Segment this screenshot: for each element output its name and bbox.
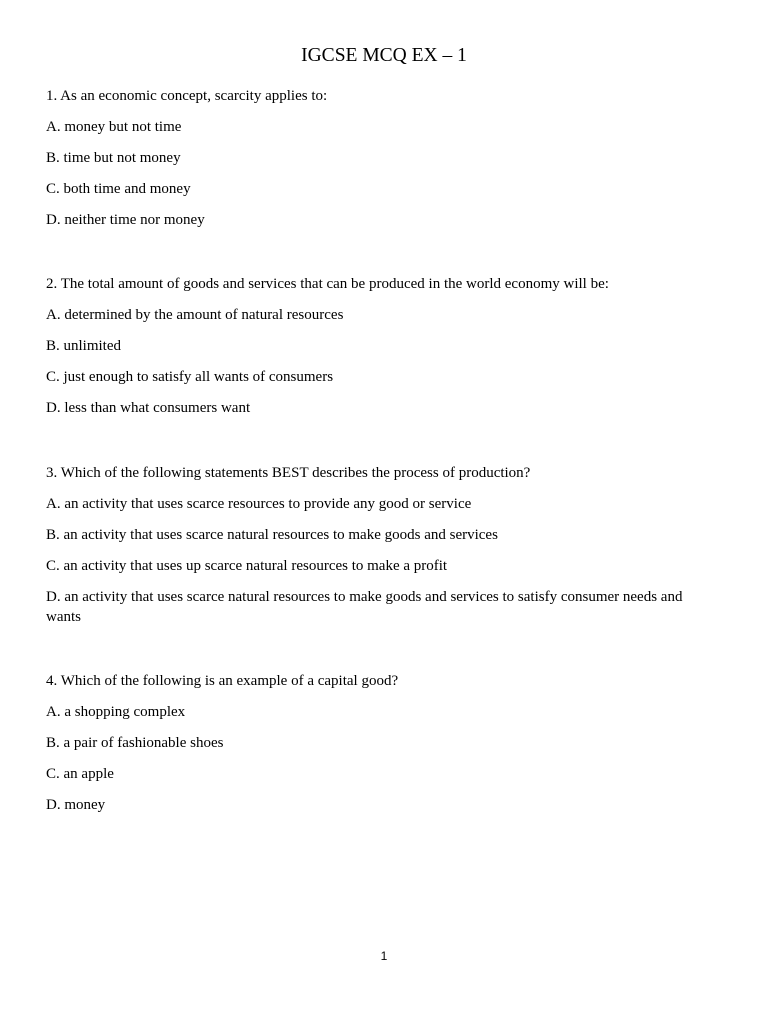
- page-number: 1: [380, 949, 388, 963]
- question-1-option-b: B. time but not money: [46, 150, 181, 166]
- question-2-option-d: D. less than what consumers want: [46, 400, 251, 416]
- question-3-option-c: C. an activity that uses up scarce natural resources to make a profit: [46, 558, 448, 574]
- question-1-option-d: D. neither time nor money: [46, 212, 205, 228]
- question-4-option-d: D. money: [46, 797, 106, 813]
- question-1-option-c: C. both time and money: [46, 181, 191, 197]
- question-2-option-a: A. determined by the amount of natural resources: [46, 307, 344, 323]
- question-3-option-a: A. an activity that uses scarce resources to provide any good or service: [46, 496, 472, 512]
- question-3-option-d: D. an activity that uses scarce natural resources to make goods and services to satisfy consumer needs and wants: [46, 589, 683, 625]
- question-4-option-c: C. an apple: [46, 766, 114, 782]
- page-title: IGCSE MCQ EX – 1: [301, 45, 467, 66]
- question-2: [46, 274, 716, 418]
- question-1-option-a: A. money but not time: [46, 119, 182, 135]
- question-4-option-a: A. a shopping complex: [46, 704, 186, 720]
- question-3-text: 3. Which of the following statements BEST describes the process of production?: [46, 465, 531, 481]
- question-4: [46, 671, 716, 815]
- question-1-text: 1. As an economic concept, scarcity applies to:: [46, 88, 328, 104]
- question-4-option-b: B. a pair of fashionable shoes: [46, 735, 224, 751]
- question-1: [46, 86, 716, 230]
- question-2-option-c: C. just enough to satisfy all wants of consumers: [46, 369, 334, 385]
- question-3-option-b: B. an activity that uses scarce natural resources to make goods and services: [46, 527, 498, 543]
- question-2-option-b: B. unlimited: [46, 338, 121, 354]
- question-4-text: 4. Which of the following is an example of a capital good?: [46, 673, 399, 689]
- question-2-text: 2. The total amount of goods and services that can be produced in the world economy will be:: [46, 276, 609, 292]
- question-3: [46, 463, 716, 627]
